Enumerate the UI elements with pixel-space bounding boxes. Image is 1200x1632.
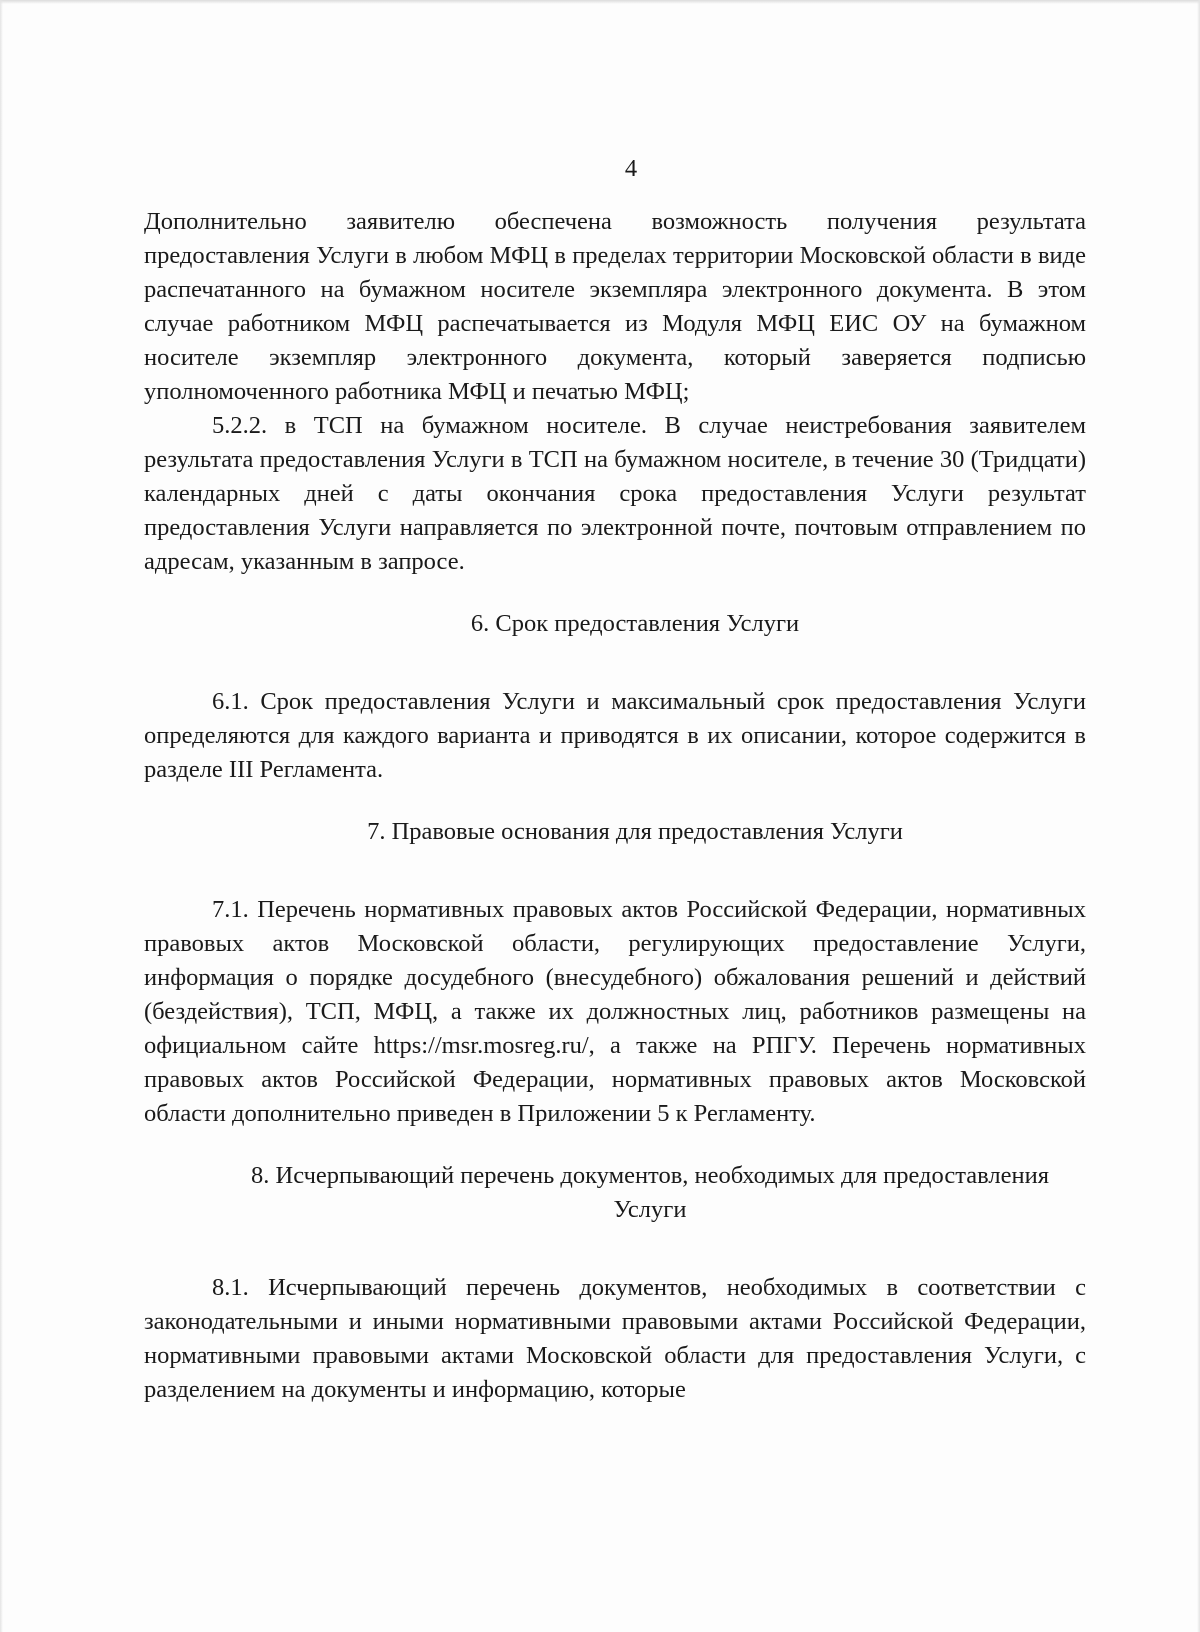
document-body (144, 152, 1086, 1407)
page-number: 4 (624, 155, 638, 182)
paragraph-5-2-1-continuation: Дополнительно заявителю обеспечена возможность получения результата предоставления Услуги в любом МФЦ в пределах территории Московской области в виде распечатанного на бумажном носителе экземпляра электронного документа. В этом случае работником МФЦ распечатывается из Модуля МФЦ ЕИС ОУ на бумажном носителе экземпляр электронного документа, который заверяется подписью уполномоченного работника МФЦ и печатью МФЦ; (144, 208, 1086, 405)
section-heading-8-line-2: Услуги (613, 1196, 687, 1223)
section-heading-8 (144, 1159, 1086, 1227)
section-heading-7: 7. Правовые основания для предоставления Услуги (367, 818, 903, 845)
section-heading-8-line-1: 8. Исчерпывающий перечень документов, необходимых для предоставления (251, 1162, 1049, 1189)
scan-edge-top (0, 0, 1200, 4)
scan-edge-left (0, 0, 3, 1632)
paragraph-8-1: 8.1. Исчерпывающий перечень документов, необходимых в соответствии с законодательными и иными нормативными правовыми актами Российской Федерации, нормативными правовыми актами Московской области для предоставления Услуги, с разделением на документы и информацию, которые (144, 1274, 1086, 1403)
paragraph-5-2-2: 5.2.2. в ТСП на бумажном носителе. В случае неистребования заявителем результата предоставления Услуги в ТСП на бумажном носителе, в течение 30 (Тридцати) календарных дней с даты окончания срока предоставления Услуги результат предоставления Услуги направляется по электронной почте, почтовым отправлением по адресам, указанным в запросе. (144, 412, 1086, 575)
paragraph-7-1: 7.1. Перечень нормативных правовых актов Российской Федерации, нормативных правовых актов Московской области, регулирующих предоставление Услуги, информация о порядке досудебного (внесудебного) обжалования решений и действий (бездействия), ТСП, МФЦ, а также их должностных лиц, работников размещены на официальном сайте https://msr.mosreg.ru/, а также на РПГУ. Перечень нормативных правовых актов Российской Федерации, нормативных правовых актов Московской области дополнительно приведен в Приложении 5 к Регламенту. (144, 896, 1086, 1127)
paragraph-6-1: 6.1. Срок предоставления Услуги и максимальный срок предоставления Услуги определяются для каждого варианта и приводятся в их описании, которое содержится в разделе III Регламента. (144, 688, 1086, 783)
section-heading-6: 6. Срок предоставления Услуги (470, 610, 800, 637)
